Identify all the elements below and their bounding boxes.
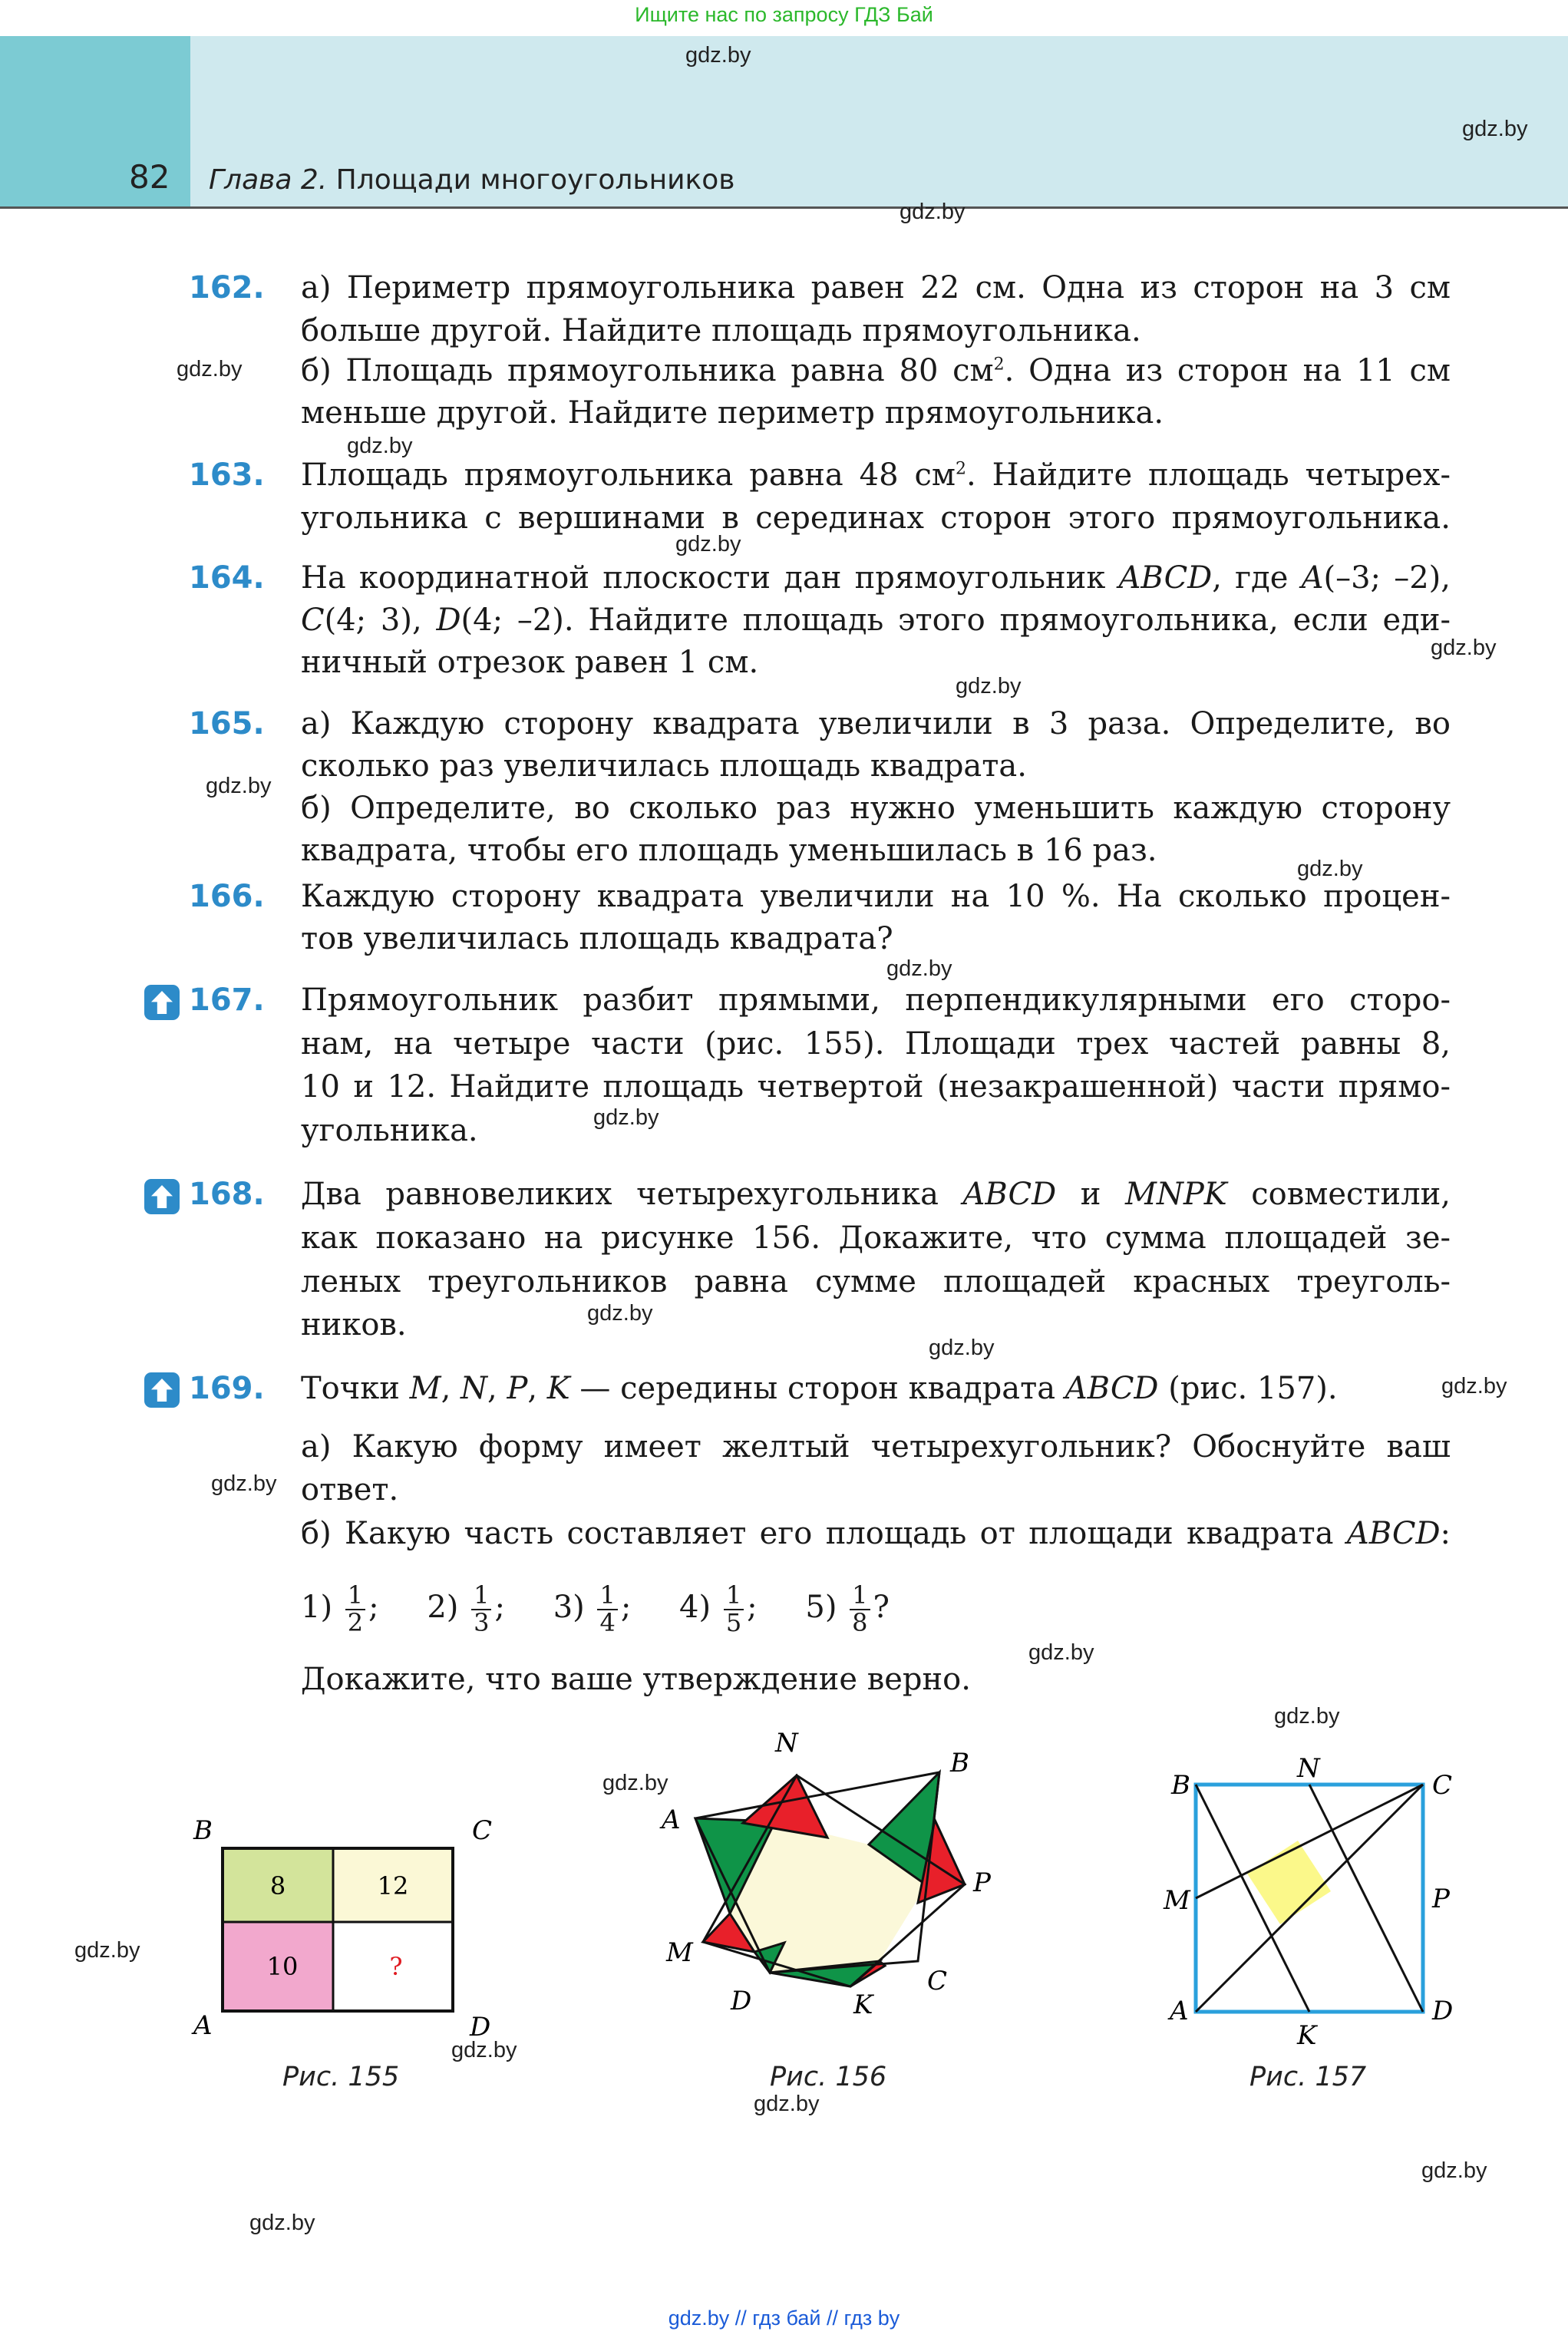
problem-line: сколько раз увеличилась площадь квадрата. [301,748,1027,784]
vertex-label: B [193,1815,213,1846]
problem-line: меньше другой. Найдите периметр прямоугольника. [301,395,1164,431]
vertex-label: A [662,1805,681,1835]
problem-line: больше другой. Найдите площадь прямоугольника. [301,313,1141,348]
cell-label: 8 [269,1871,286,1900]
watermark: gdz.by [900,200,966,224]
problem-line: леных треугольников равна сумме площадей красных треуголь- [301,1264,1451,1299]
problem-number: 166. [189,879,265,914]
segment [1196,1785,1423,2012]
watermark: gdz.by [1462,117,1528,141]
vertex-label: A [193,2010,213,2041]
vertex-label: C [472,1815,493,1846]
problem-number: 165. [189,706,265,741]
figure-156 [645,1719,1013,2057]
answer-options [301,1580,928,1637]
vertex-label: N [775,1728,798,1758]
problem-line: ответ. [301,1472,399,1507]
answer-option: 5) $\frac{1}{8}$ ? [805,1580,890,1637]
problem-number: 164. [189,560,265,596]
problem-line: C(4; 3), D(4; –2). Найдите площадь этого прямоугольника, если еди- [301,603,1451,638]
home-icon [144,1372,180,1408]
watermark: gdz.by [602,1771,668,1795]
problem-line: тов увеличилась площадь квадрата? [301,921,893,956]
problem-line: а) Периметр прямоугольника равен 22 см. Одна из сторон на 3 см [301,270,1451,305]
vertex-label: P [1432,1884,1450,1914]
top-banner[interactable]: Ищите нас по запросу ГДЗ Бай [635,3,933,26]
figure-caption: Рис. 157 [1249,2062,1367,2092]
figure-caption: Рис. 155 [282,2062,400,2092]
answer-option: 3) $\frac{1}{4}$ ; [553,1580,632,1637]
watermark: gdz.by [754,2092,820,2116]
watermark: gdz.by [1028,1640,1094,1665]
vertex-label: C [927,1966,948,1996]
problem-line: Площадь прямоугольника равна 48 $см^2$. Найдите площадь четырех- [301,457,1451,493]
vertex-label: M [1164,1885,1190,1916]
problem-line: угольника с вершинами в серединах сторон этого прямоугольника. [301,500,1451,536]
watermark: gdz.by [1274,1704,1340,1729]
vertex-label: D [731,1986,752,2016]
problem-number: 167. [189,982,265,1018]
watermark: gdz.by [886,956,952,981]
watermark: gdz.by [956,674,1022,698]
vertex-label: A [1170,1996,1189,2026]
watermark: gdz.by [1431,636,1497,660]
watermark: gdz.by [1441,1374,1507,1399]
chapter-label: Глава 2. [209,164,328,196]
vertex-label: M [666,1937,693,1968]
problem-line: а) Каждую сторону квадрата увеличили в 3 раза. Определите, во [301,706,1451,741]
vertex-label: B [950,1748,969,1778]
problem-line: б) Площадь прямоугольника равна 80 $см^2$. Одна из сторон на 11 см [301,353,1451,388]
chapter-title: Площади многоугольников [335,164,735,196]
problem-line: Докажите, что ваше утверждение верно. [301,1662,971,1697]
problem-line: 10 и 12. Найдите площадь четвертой (незакрашенной) части прямо- [301,1069,1451,1105]
answer-option: 1) $\frac{1}{2}$ ; [301,1580,379,1637]
vertex-label: K [853,1990,873,2020]
problem-line: Точки M, N, P, K — середины сторон квадрата ABCD (рис. 157). [301,1371,1338,1406]
problem-number: 163. [189,457,265,493]
watermark: gdz.by [685,43,751,68]
segment [1309,1785,1423,2012]
figure-155 [177,1811,499,2057]
problem-line: нам, на четыре части (рис. 155). Площади трех частей равны 8, [301,1026,1451,1062]
cell-label-unknown: ? [389,1952,403,1981]
problem-line: угольника. [301,1113,478,1148]
cell-label: 12 [377,1871,409,1900]
answer-option: 2) $\frac{1}{3}$ ; [427,1580,505,1637]
problem-line: б) Какую часть составляет его площадь от площади квадрата ABCD: [301,1516,1451,1551]
problem-line: Два равновеликих четырехугольника ABCD и MNPK совместили, [301,1177,1451,1212]
home-icon [144,1179,180,1214]
watermark: gdz.by [74,1938,140,1963]
answer-option: 4) $\frac{1}{5}$ ; [679,1580,758,1637]
cell-label: 10 [266,1952,299,1981]
figure-caption: Рис. 156 [770,2062,887,2092]
watermark: gdz.by [347,434,413,458]
watermark: gdz.by [249,2211,315,2235]
problem-number: 168. [189,1177,265,1212]
vertex-label: D [1432,1996,1454,2026]
watermark: gdz.by [587,1301,653,1326]
problem-line: ников. [301,1307,407,1342]
watermark: gdz.by [451,2038,517,2062]
problem-line: как показано на рисунке 156. Докажите, что сумма площадей зе- [301,1220,1451,1256]
problem-line: а) Какую форму имеет желтый четырехугольник? Обоснуйте ваш [301,1429,1451,1465]
problem-line: ничный отрезок равен 1 см. [301,645,759,680]
problem-number: 169. [189,1371,265,1406]
figure-157 [1159,1746,1481,2053]
vertex-label: C [1432,1770,1453,1801]
watermark: gdz.by [929,1336,995,1360]
vertex-label: P [973,1867,991,1898]
vertex-label: D [470,2012,491,2042]
vertex-label: N [1297,1753,1320,1784]
problem-line: Каждую сторону квадрата увеличили на 10 %. На сколько процен- [301,879,1451,914]
watermark: gdz.by [177,357,243,381]
home-icon [144,985,180,1020]
problem-line: Прямоугольник разбит прямыми, перпендикулярными его сторо- [301,982,1451,1018]
watermark: gdz.by [1421,2158,1487,2183]
watermark: gdz.by [1297,857,1363,881]
watermark: gdz.by [206,774,272,798]
problem-line: квадрата, чтобы его площадь уменьшилась в 16 раз. [301,833,1157,868]
problem-line: б) Определите, во сколько раз нужно уменьшить каждую сторону [301,791,1451,826]
watermark: gdz.by [593,1105,659,1130]
vertex-label: B [1171,1770,1190,1801]
watermark: gdz.by [211,1471,277,1496]
page-number: 82 [129,158,170,196]
problem-line: На координатной плоскости дан прямоугольник ABCD, где A(–3; –2), [301,560,1451,596]
footer-links[interactable]: gdz.by // гдз бай // гдз by [668,2307,900,2330]
watermark: gdz.by [675,532,741,556]
chapter-heading [209,164,735,196]
vertex-label: K [1297,2020,1317,2051]
problem-number: 162. [189,270,265,305]
header-rule [0,206,1568,209]
